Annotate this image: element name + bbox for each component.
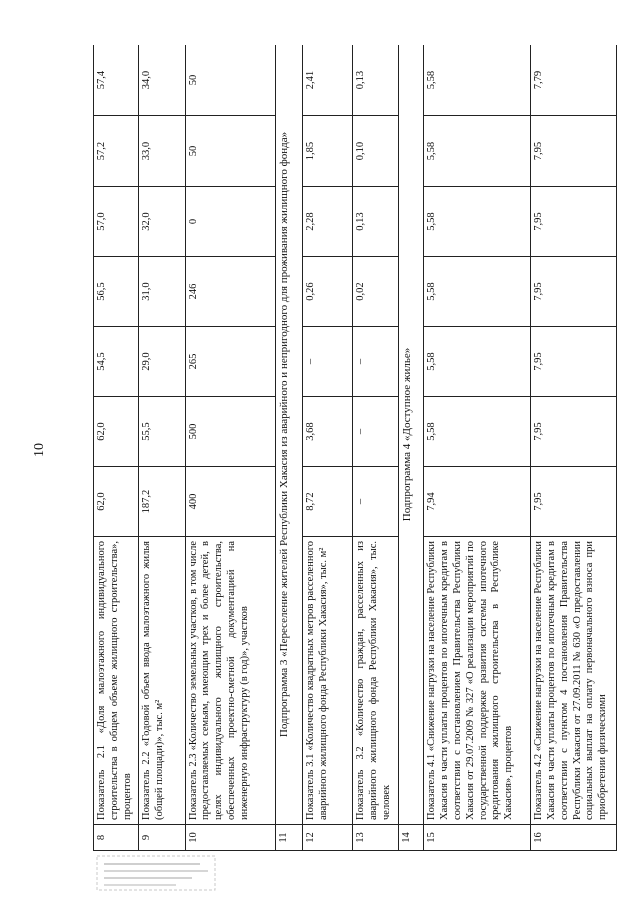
- indicator-description: Показатель 2.2 «Годовой объем ввода малоэтажного жилья (общей площади)», тыс. м²: [139, 537, 185, 825]
- indicator-description: Показатель 4.2 «Снижение нагрузки на население Республики Хакасия в части уплаты процентов по ипотечным кредитам в соответствии с пунктом 4 постановления Правительства Республики Хакасия от 27.09.2011 № 630 «О предоставлении социальных выплат на оплату первоначального взноса при приобретении физическими: [531, 537, 617, 825]
- approval-stamp: [96, 855, 216, 891]
- row-number: 10: [185, 825, 275, 851]
- indicator-value: 500: [185, 397, 275, 467]
- indicator-value: 5,58: [424, 397, 531, 467]
- row-number: 14: [399, 825, 424, 851]
- indicator-value: 0,10: [353, 116, 399, 187]
- indicator-value: 5,58: [424, 257, 531, 327]
- indicator-value: 7,95: [531, 467, 617, 537]
- rotated-page: [93, 45, 617, 851]
- indicator-value: 5,58: [424, 327, 531, 397]
- indicator-value: 55,5: [139, 397, 185, 467]
- indicator-value: 32,0: [139, 187, 185, 257]
- indicator-value: 7,79: [531, 45, 617, 116]
- table-row: [275, 45, 302, 851]
- indicator-description: Показатель 2.1 «Доля малоэтажного индивидуального строительства в общем объеме жилищного строительства», процентов: [94, 537, 139, 825]
- indicator-value: 62,0: [94, 467, 139, 537]
- indicator-value: 2,28: [302, 187, 352, 257]
- indicator-description: Показатель 2.3 «Количество земельных участков, в том числе предоставляемых семьям, имеющим трех и более детей, в целях индивидуального жилищного строительства, обеспеченных проектно-сметной документацией на инженерную инфраструктуру (в год)», участков: [185, 537, 275, 825]
- indicator-description: Показатель 4.1 «Снижение нагрузки на население Республики Хакасия в части уплаты процентов по ипотечным кредитам в соответствии с постановлением Правительства Республики Хакасия от 29.07.2009 № 327 «О реализации мероприятий по государственной поддержке развития системы ипотечного кредитования жилищного строительства в Республике Хакасия», процентов: [424, 537, 531, 825]
- indicator-value: 7,95: [531, 187, 617, 257]
- indicator-value: 246: [185, 257, 275, 327]
- indicator-value: 7,95: [531, 257, 617, 327]
- indicator-description: Показатель 3.2 «Количество граждан, расселенных из аварийного жилищного фонда Республики Хакасия», тыс. человек: [353, 537, 399, 825]
- indicator-description: Показатель 3.1 «Количество квадратных метров расселенного аварийного жилищного фонда Республики Хакасия», тыс. м²: [302, 537, 352, 825]
- indicator-value: 50: [185, 116, 275, 187]
- indicator-value: 33,0: [139, 116, 185, 187]
- row-number: 15: [424, 825, 531, 851]
- row-number: 11: [275, 825, 302, 851]
- table-row: [139, 45, 185, 851]
- indicator-value: 0,26: [302, 257, 352, 327]
- row-number: 12: [302, 825, 352, 851]
- page-number: 10: [32, 443, 47, 457]
- row-number: 8: [94, 825, 139, 851]
- table-row: [185, 45, 275, 851]
- indicator-value: 7,95: [531, 116, 617, 187]
- indicator-value: 400: [185, 467, 275, 537]
- subprogram-heading: Подпрограмма 3 «Переселение жителей Республики Хакасия из аварийного и непригодного для проживания жилищного фонда»: [275, 45, 302, 825]
- row-number: 9: [139, 825, 185, 851]
- indicator-value: 265: [185, 327, 275, 397]
- indicator-value: 31,0: [139, 257, 185, 327]
- indicator-value: 7,94: [424, 467, 531, 537]
- indicator-value: –: [353, 467, 399, 537]
- indicator-value: 7,95: [531, 327, 617, 397]
- table-row: [94, 45, 139, 851]
- indicator-value: 187,2: [139, 467, 185, 537]
- indicator-value: 3,68: [302, 397, 352, 467]
- table-row: [399, 45, 424, 851]
- table-row: [302, 45, 352, 851]
- indicator-value: 34,0: [139, 45, 185, 116]
- indicator-table: [93, 45, 617, 851]
- indicator-value: 5,58: [424, 45, 531, 116]
- table-row: [424, 45, 531, 851]
- table-body: [94, 45, 617, 851]
- table-row: [531, 45, 617, 851]
- indicator-value: 2,41: [302, 45, 352, 116]
- row-number: 16: [531, 825, 617, 851]
- indicator-value: 0,02: [353, 257, 399, 327]
- subprogram-heading: Подпрограмма 4 «Доступное жилье»: [399, 45, 424, 825]
- indicator-value: 0,13: [353, 187, 399, 257]
- indicator-value: 8,72: [302, 467, 352, 537]
- indicator-value: 0: [185, 187, 275, 257]
- indicator-value: 57,2: [94, 116, 139, 187]
- table-row: [353, 45, 399, 851]
- indicator-value: 62,0: [94, 397, 139, 467]
- indicator-value: 7,95: [531, 397, 617, 467]
- indicator-value: 29,0: [139, 327, 185, 397]
- indicator-value: –: [302, 327, 352, 397]
- indicator-value: –: [353, 397, 399, 467]
- indicator-value: 57,0: [94, 187, 139, 257]
- indicator-value: 1,85: [302, 116, 352, 187]
- indicator-value: 50: [185, 45, 275, 116]
- indicator-value: 5,58: [424, 116, 531, 187]
- indicator-value: 56,5: [94, 257, 139, 327]
- indicator-value: 0,13: [353, 45, 399, 116]
- indicator-value: 57,4: [94, 45, 139, 116]
- indicator-value: –: [353, 327, 399, 397]
- row-number: 13: [353, 825, 399, 851]
- indicator-value: 54,5: [94, 327, 139, 397]
- indicator-value: 5,58: [424, 187, 531, 257]
